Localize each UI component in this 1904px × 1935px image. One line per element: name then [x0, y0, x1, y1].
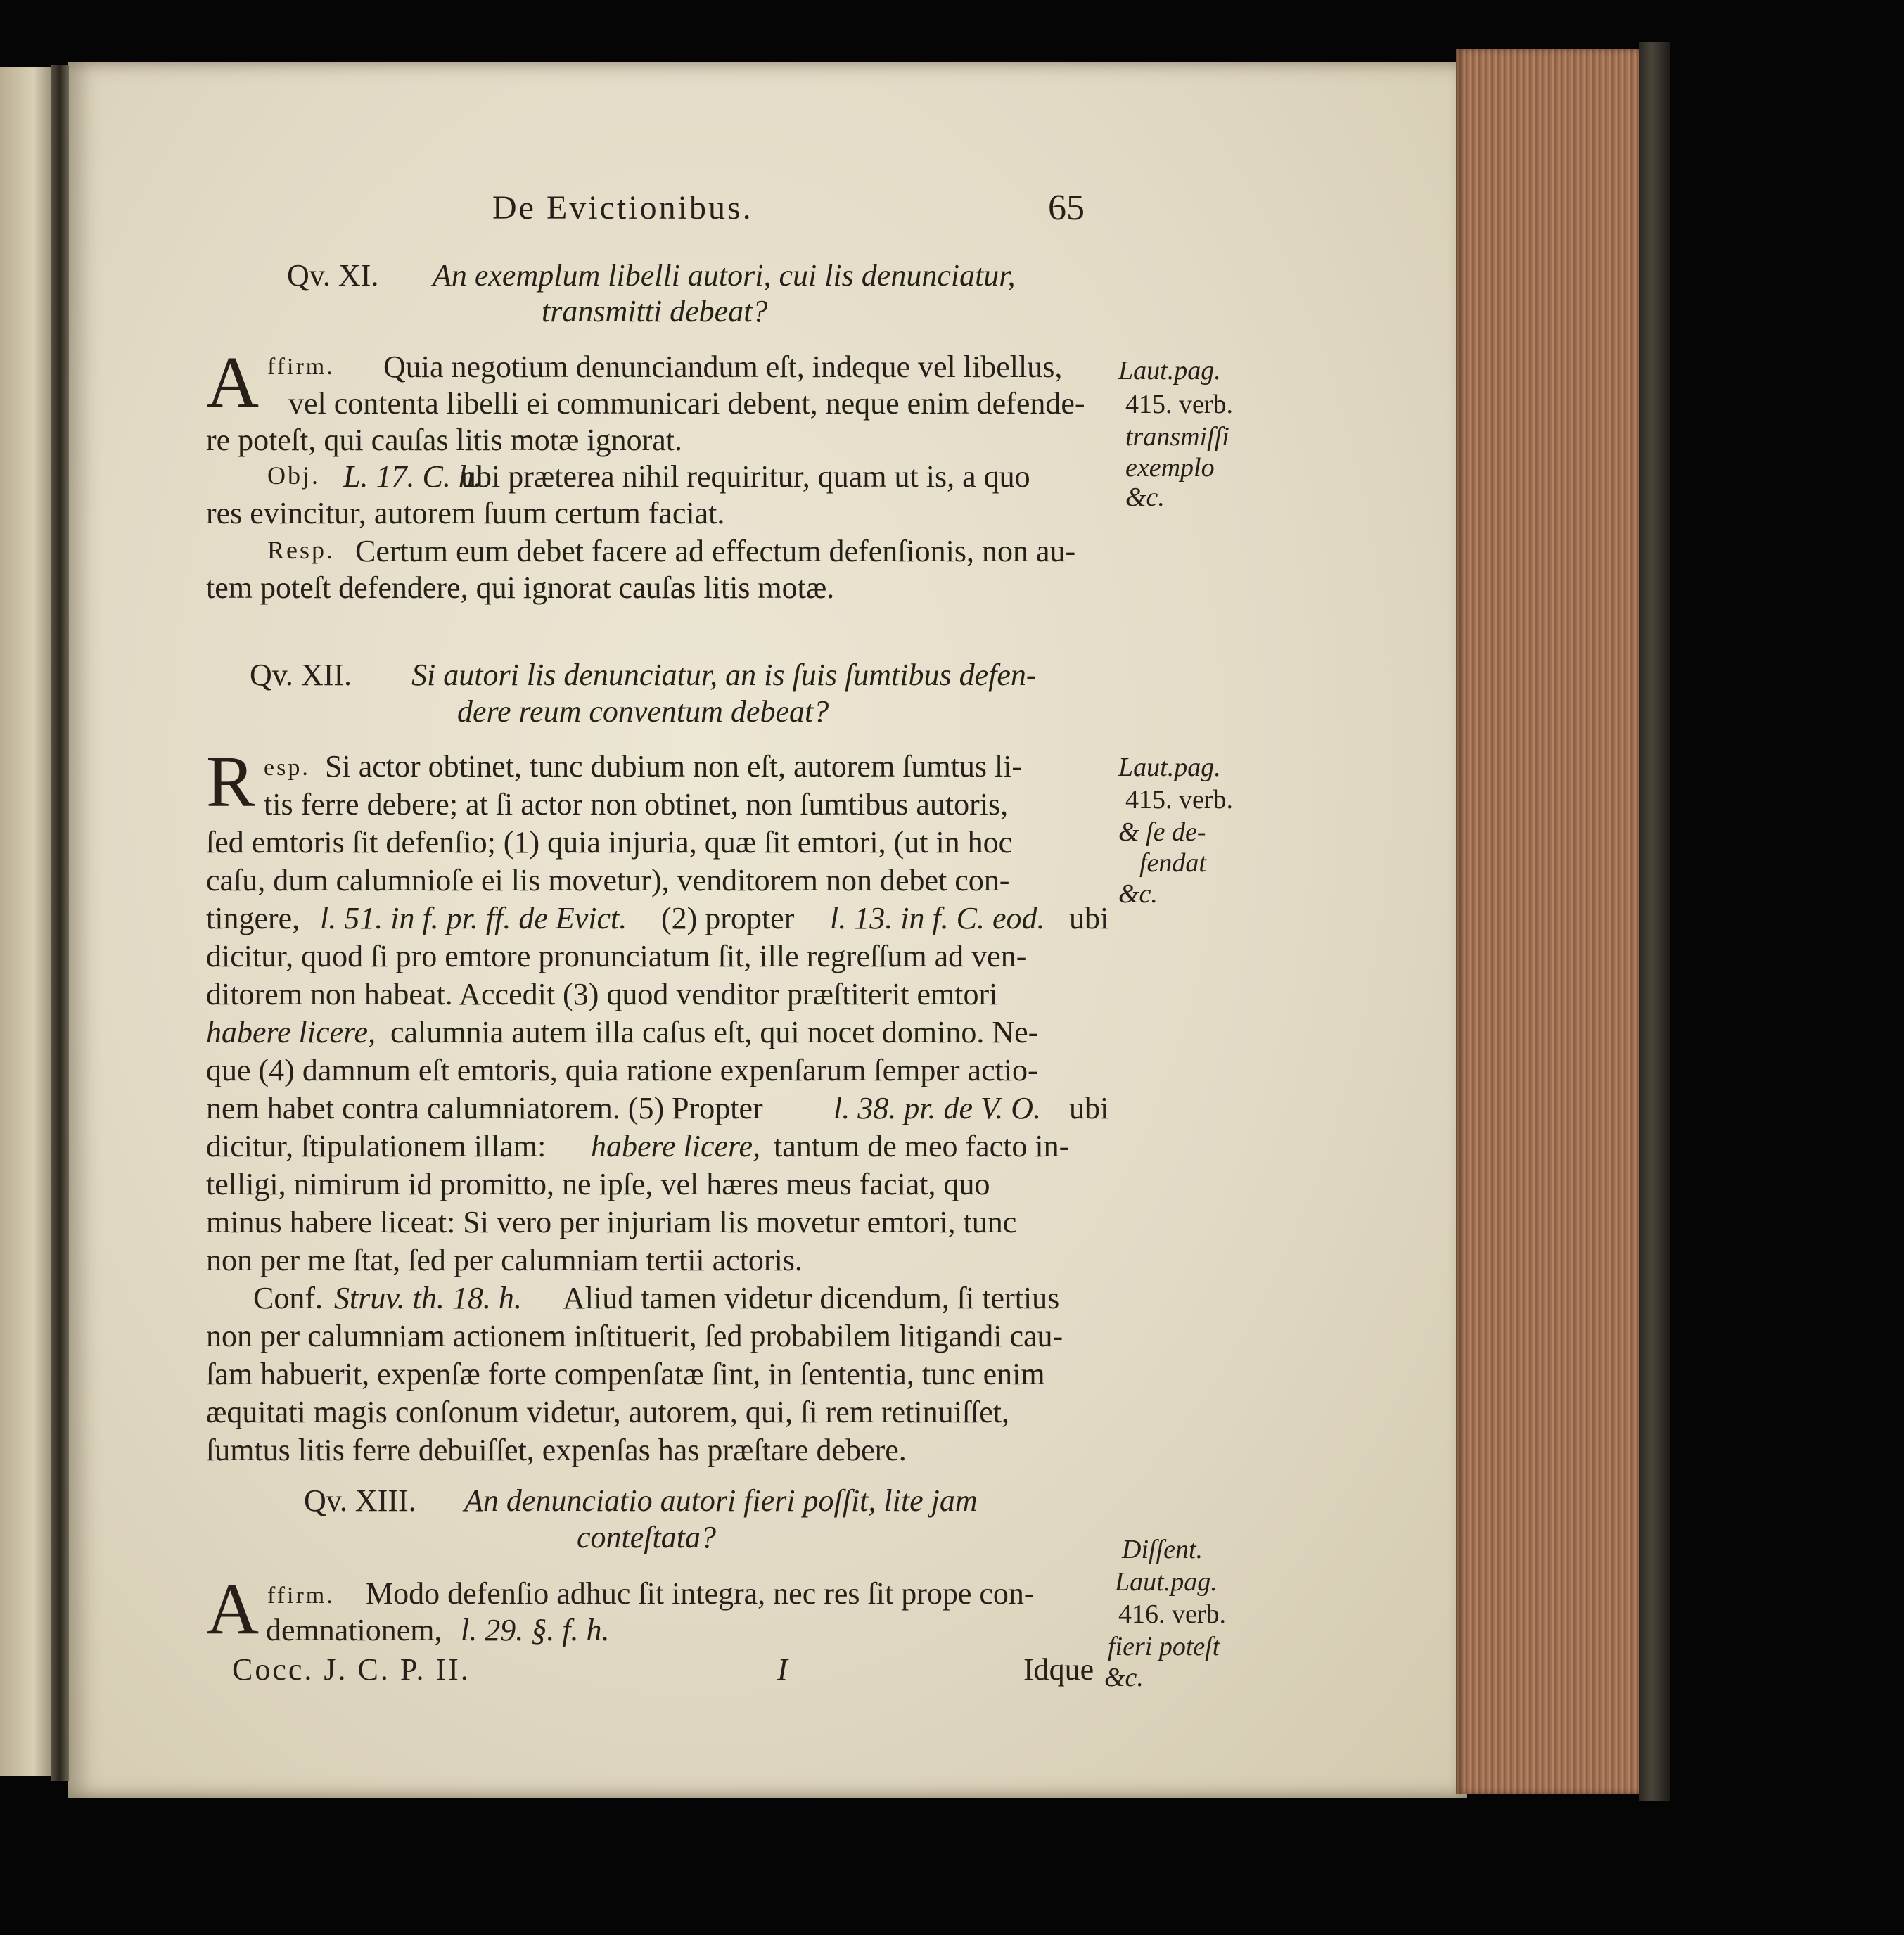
q12-line10-b: ubi — [1069, 1091, 1109, 1125]
q12-first-word: esp. — [264, 755, 310, 781]
q13-line2-a: demnationem, — [266, 1613, 442, 1647]
q12-line9: que (4) damnum eſt emtoris, quia ratione expenſarum ſemper actio- — [206, 1053, 1038, 1087]
q11-margin-note-4: exemplo — [1125, 453, 1215, 483]
q12-line6: dicitur, quod ſi pro emtore pronunciatum ſit, ille regreſſum ad ven- — [206, 939, 1027, 973]
q12-line18: æquitati magis conſonum videtur, autorem, qui, ſi rem retinuiſſet, — [206, 1395, 1010, 1429]
q13-margin-note-1: Diſſent. — [1122, 1535, 1203, 1564]
q11-obj-line2: res evincitur, autorem ſuum certum faciat. — [206, 496, 725, 530]
q12-line1: Si actor obtinet, tunc dubium non eſt, autorem ſumtus li- — [325, 749, 1023, 784]
q12-drop-cap: R — [206, 741, 255, 822]
q12-line5-cite1: l. 51. in f. pr. ff. de Evict. — [320, 901, 627, 935]
q12-line11-italic: habere licere, — [591, 1129, 761, 1163]
facing-page-edge — [0, 67, 56, 1776]
q12-line2: tis ferre debere; at ſi actor non obtinet, non ſumtibus autoris, — [264, 787, 1009, 822]
q12-line19: ſumtus litis ferre debuiſſet, expenſas has præſtare debere. — [206, 1433, 907, 1467]
q12-margin-note-4: fendat — [1139, 848, 1206, 878]
q12-line17: ſam habuerit, expenſæ forte compenſatæ ſint, in ſententia, tunc enim — [206, 1357, 1045, 1391]
q12-line4: caſu, dum calumnioſe ei lis movetur), venditorem non debet con- — [206, 863, 1010, 898]
q12-line15-a: Conf. — [253, 1281, 323, 1315]
q11-drop-cap: A — [206, 342, 260, 423]
q12-line8-italic: habere licere, — [206, 1015, 376, 1049]
q11-resp-label: Resp. — [267, 536, 335, 564]
gutter — [51, 65, 69, 1781]
q13-margin-note-5: &c. — [1104, 1663, 1144, 1692]
q11-margin-note-5: &c. — [1125, 483, 1165, 512]
q13-line2-cite: l. 29. §. f. h. — [461, 1613, 610, 1647]
q12-label: Qv. XII. — [250, 658, 352, 692]
q12-question-line1: Si autori lis denunciatur, an is ſuis ſumtibus defen- — [411, 658, 1037, 692]
q11-obj-text: ubi præterea nihil requiritur, quam ut is, a quo — [461, 459, 1030, 494]
q12-line15-cite: Struv. th. 18. h. — [334, 1281, 522, 1315]
q11-question-line1: An exemplum libelli autori, cui lis denunciatur, — [433, 258, 1016, 293]
q11-line3: re poteſt, qui cauſas litis motæ ignorat. — [206, 423, 682, 457]
q13-label: Qv. XIII. — [304, 1483, 416, 1518]
q12-margin-note-5: &c. — [1118, 879, 1158, 909]
q12-line7: ditorem non habeat. Accedit (3) quod venditor præſtiterit emtori — [206, 977, 998, 1011]
q12-margin-note-2: 415. verb. — [1125, 785, 1234, 815]
signature-mark: I — [777, 1652, 788, 1687]
q11-obj-cite: L. 17. C. h. — [343, 459, 482, 494]
catchword: Idque — [1023, 1652, 1094, 1687]
q12-line14: non per me ſtat, ſed per calumniam tertii actoris. — [206, 1243, 803, 1277]
q12-line11-b: tantum de meo facto in- — [774, 1129, 1070, 1163]
q12-line5-cite2: l. 13. in f. C. eod. — [830, 901, 1045, 935]
q13-margin-note-3: 416. verb. — [1118, 1599, 1227, 1629]
q12-line15-b: Aliud tamen videtur dicendum, ſi tertius — [563, 1281, 1060, 1315]
q12-margin-note-3: & ſe de- — [1118, 817, 1206, 847]
signature-left: Cocc. J. C. P. II. — [232, 1652, 471, 1687]
q13-question-line1: An denunciatio autori fieri poſſit, lite jam — [464, 1483, 978, 1518]
q11-resp-line2: tem poteſt defendere, qui ignorat cauſas litis motæ. — [206, 570, 835, 605]
q13-line1: Modo defenſio adhuc ſit integra, nec res ſit prope con- — [366, 1576, 1035, 1611]
q12-line13: minus habere liceat: Si vero per injuriam lis movetur emtori, tunc — [206, 1205, 1017, 1239]
q12-line5-b: (2) propter — [661, 901, 795, 935]
q11-margin-note-1: Laut.pag. — [1118, 356, 1221, 385]
q11-margin-note-2: 415. verb. — [1125, 390, 1234, 419]
q11-first-word: ffirm. — [267, 354, 335, 380]
q13-margin-note-2: Laut.pag. — [1115, 1567, 1218, 1597]
page-number: 65 — [1048, 188, 1085, 228]
q12-margin-note-1: Laut.pag. — [1118, 753, 1221, 782]
q11-obj-label: Obj. — [267, 461, 320, 490]
q12-line5-a: tingere, — [206, 901, 300, 935]
q11-line2: vel contenta libelli ei communicari debent, neque enim defende- — [288, 386, 1085, 421]
q13-question-line2: conteſtata? — [577, 1520, 716, 1554]
q11-margin-note-3: transmiſſi — [1125, 422, 1229, 452]
q12-line11-a: dicitur, ſtipulationem illam: — [206, 1129, 547, 1163]
book-cover-edge — [1639, 42, 1670, 1801]
q11-question-line2: transmitti debeat? — [542, 294, 768, 328]
q12-line5-c: ubi — [1069, 901, 1109, 935]
q11-line1: Quia negotium denunciandum eſt, indeque vel libellus, — [383, 350, 1063, 384]
q12-line8: calumnia autem illa caſus eſt, qui nocet domino. Ne- — [390, 1015, 1039, 1049]
q12-line16: non per calumniam actionem inſtituerit, ſed probabilem litigandi cau- — [206, 1319, 1063, 1353]
q13-margin-note-4: fieri poteſt — [1108, 1632, 1220, 1661]
q11-label: Qv. XI. — [287, 258, 379, 293]
q12-line10-cite: l. 38. pr. de V. O. — [833, 1091, 1041, 1125]
q12-question-line2: dere reum conventum debeat? — [457, 694, 829, 729]
fore-edge — [1456, 49, 1660, 1794]
q13-drop-cap: A — [206, 1569, 260, 1649]
q12-line12: telligi, nimirum id promitto, ne ipſe, vel hæres meus faciat, quo — [206, 1167, 990, 1201]
q13-first-word: ffirm. — [267, 1583, 335, 1609]
q12-line10-a: nem habet contra calumniatorem. (5) Propter — [206, 1091, 763, 1125]
q12-line3: ſed emtoris ſit defenſio; (1) quia injuria, quæ ſit emtori, (ut in hoc — [206, 825, 1013, 860]
running-title: De Evictionibus. — [492, 189, 753, 226]
q11-resp-text: Certum eum debet facere ad effectum defenſionis, non au- — [355, 534, 1076, 568]
